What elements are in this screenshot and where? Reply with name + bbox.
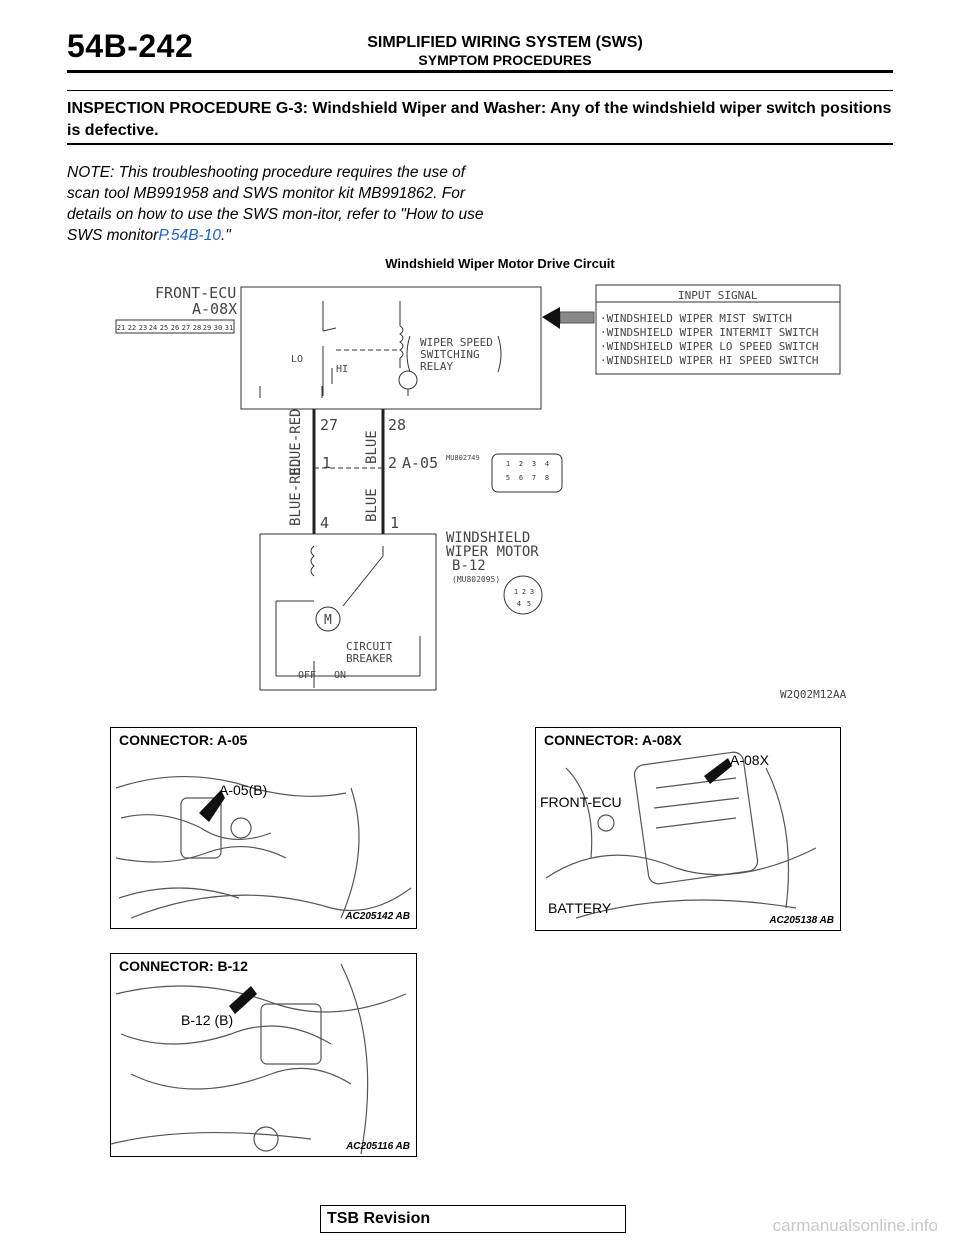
figure-code: W2Q02M12AA — [780, 688, 847, 701]
a05-pin-2: 2 — [518, 460, 524, 468]
ecu-pin-22: 22 — [127, 324, 137, 332]
breaker-label-2: BREAKER — [346, 652, 393, 665]
ecu-pin-28: 28 — [192, 324, 202, 332]
a05-pin-1: 1 — [505, 460, 511, 468]
a05-label: A-05 — [402, 454, 439, 472]
b12-pin-5: 5 — [526, 600, 532, 608]
a05-pin-7: 7 — [531, 474, 537, 482]
a05-pin-6: 6 — [518, 474, 524, 482]
off-label: OFF — [298, 670, 317, 681]
relay-label-1: WIPER SPEED — [420, 336, 493, 349]
photo-a05-code: AC205142 AB — [345, 911, 410, 922]
wiring-diagram — [100, 276, 880, 706]
wire-color-lower-left: BLUE-RED — [288, 458, 304, 526]
wire-color-lower-right: BLUE — [364, 488, 380, 522]
b12-pin-4-label: 4 — [320, 514, 330, 532]
arrow-icon — [229, 986, 257, 1014]
input-signal-4: ·WINDSHIELD WIPER HI SPEED SWITCH — [600, 354, 819, 367]
b12-part-number: (MU802095) — [452, 575, 501, 584]
front-ecu-connector: A-08X — [192, 300, 238, 318]
note-suffix: ." — [220, 227, 231, 244]
tsb-revision-label: TSB Revision — [327, 1210, 431, 1227]
photo-a05-drawing — [111, 728, 416, 928]
photo-a08x-callout-ecu: FRONT-ECU — [540, 794, 622, 810]
front-ecu-box — [241, 287, 541, 409]
section-title: SIMPLIFIED WIRING SYSTEM (SWS) — [367, 34, 643, 51]
b12-pin-1-label: 1 — [390, 514, 400, 532]
on-label: ON — [334, 670, 347, 681]
photo-a08x-callout: A-08X — [730, 752, 769, 768]
wire-color-upper-right: BLUE — [364, 430, 380, 464]
input-signal-title: INPUT SIGNAL — [678, 289, 758, 302]
procedure-title: INSPECTION PROCEDURE G-3: Windshield Wiper and Washer: Any of the windshield wiper switch positions is defective. — [67, 100, 892, 139]
pin-27-label: 27 — [320, 416, 339, 434]
b12-pin-1: 1 — [513, 588, 519, 596]
a05-pin-5: 5 — [505, 474, 511, 482]
photo-connector-b12 — [110, 953, 417, 1157]
photo-a05-callout: A-05(B) — [219, 782, 268, 798]
ecu-pin-29: 29 — [202, 324, 212, 332]
motor-label-2: WIPER MOTOR — [446, 544, 539, 560]
signal-arrow-icon — [542, 307, 560, 329]
watermark: carmanualsonline.info — [772, 1216, 938, 1235]
ecu-pin-24: 24 — [148, 324, 158, 332]
note-text: NOTE: This troubleshooting procedure requires the use of scan tool MB991958 and SWS monitor kit MB991862. For details on how to use the SWS mon-itor, refer to "How to use SWS monitor — [67, 164, 484, 244]
input-signal-1: ·WINDSHIELD WIPER MIST SWITCH — [600, 312, 793, 325]
b12-pin-4: 4 — [516, 600, 522, 608]
a05-connector-shape — [492, 454, 562, 492]
ecu-pin-30: 30 — [213, 324, 223, 332]
photo-connector-a05 — [110, 727, 417, 929]
title-rule-top — [67, 90, 893, 91]
photo-a05-title: CONNECTOR: A-05 — [119, 732, 248, 748]
photo-a08x-callout-battery: BATTERY — [548, 900, 612, 916]
b12-pin-3: 3 — [529, 588, 535, 596]
photo-a08x-code: AC205138 AB — [769, 915, 834, 926]
ecu-pin-25: 25 — [159, 324, 169, 332]
page-number: 54B-242 — [67, 28, 194, 64]
section-subtitle: SYMPTOM PROCEDURES — [418, 52, 592, 68]
photo-b12-callout: B-12 (B) — [181, 1012, 234, 1028]
photo-a08x-title: CONNECTOR: A-08X — [544, 732, 682, 748]
input-signal-2: ·WINDSHIELD WIPER INTERMIT SWITCH — [600, 326, 819, 339]
hi-label: HI — [336, 364, 349, 375]
pin-28-label: 28 — [388, 416, 407, 434]
relay-label-2: SWITCHING — [420, 348, 480, 361]
lo-label: LO — [291, 354, 304, 365]
a05-pin-4: 4 — [544, 460, 550, 468]
a05-pin-2-label: 2 — [388, 454, 398, 472]
relay-label-3: RELAY — [420, 360, 454, 373]
b12-pin-2: 2 — [521, 588, 527, 596]
figure-caption: Windshield Wiper Motor Drive Circuit — [385, 256, 615, 271]
motor-box — [260, 534, 436, 690]
photo-b12-title: CONNECTOR: B-12 — [119, 958, 248, 974]
a05-part-number: MU802749 — [446, 454, 480, 462]
header-rule — [67, 70, 893, 73]
photo-b12-code: AC205116 AB — [346, 1141, 410, 1152]
ecu-pin-21: 21 — [116, 324, 126, 332]
motor-label-1: WINDSHIELD — [446, 530, 531, 546]
title-rule-bottom — [67, 143, 893, 145]
breaker-label-1: CIRCUIT — [346, 640, 393, 653]
photo-b12-drawing — [111, 954, 416, 1156]
motor-symbol: M — [324, 613, 332, 628]
a05-pin-1-label: 1 — [322, 454, 332, 472]
a05-pin-3: 3 — [531, 460, 537, 468]
front-ecu-label: FRONT-ECU — [155, 284, 237, 302]
ecu-pin-31: 31 — [224, 324, 234, 332]
ecu-pin-27: 27 — [181, 324, 191, 332]
ecu-pin-26: 26 — [170, 324, 180, 332]
photo-connector-a08x — [535, 727, 841, 931]
wire-color-upper-left: BLUE-RED — [288, 408, 304, 476]
input-signal-3: ·WINDSHIELD WIPER LO SPEED SWITCH — [600, 340, 819, 353]
tsb-revision-box — [320, 1205, 626, 1233]
motor-connector-label: B-12 — [452, 558, 486, 574]
a05-pin-8: 8 — [544, 474, 550, 482]
procedure-note — [67, 162, 487, 246]
ecu-pin-23: 23 — [138, 324, 148, 332]
note-link[interactable]: P.54B-10 — [158, 227, 221, 244]
